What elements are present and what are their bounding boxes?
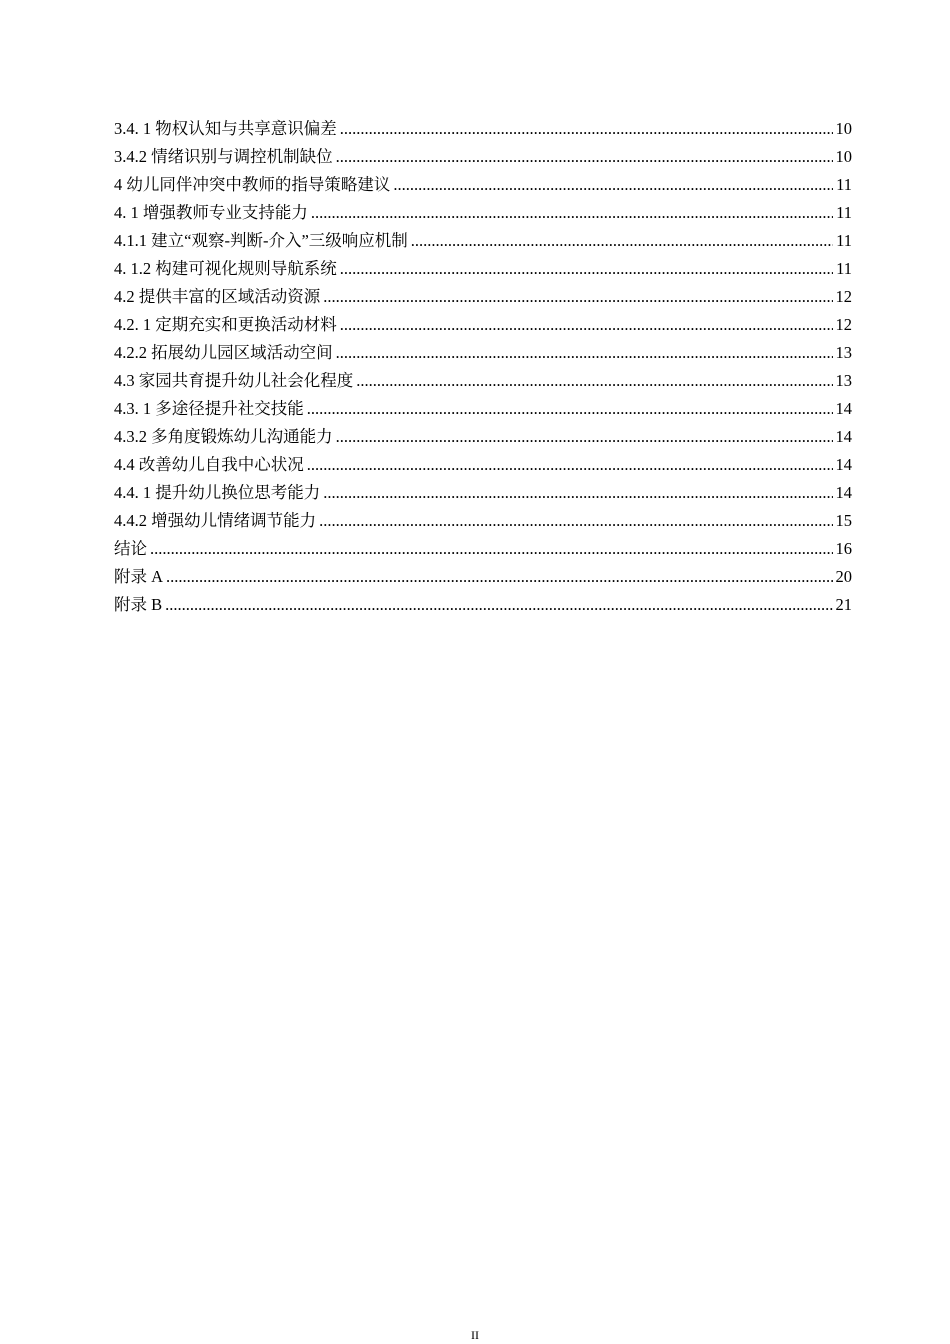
toc-entry-title: 附录 B [114, 595, 163, 614]
toc-entry[interactable] [114, 255, 852, 283]
toc-dot-leader [393, 171, 833, 199]
toc-entry-title: 3.4. 1 物权认知与共享意识偏差 [114, 119, 337, 138]
toc-entry[interactable] [114, 479, 852, 507]
toc-entry[interactable] [114, 563, 852, 591]
toc-entry-page: 14 [835, 483, 852, 502]
toc-entry[interactable] [114, 283, 852, 311]
toc-entry-page: 11 [836, 231, 852, 250]
toc-entry-page: 15 [835, 511, 852, 530]
toc-entry-title: 4.2.2 拓展幼儿园区域活动空间 [114, 343, 333, 362]
toc-dot-leader [336, 423, 833, 451]
toc-entry-page: 14 [835, 399, 852, 418]
toc-dot-leader [319, 507, 832, 535]
toc-dot-leader [356, 367, 832, 395]
toc-entry[interactable] [114, 423, 852, 451]
toc-entry-title: 4.2. 1 定期充实和更换活动材料 [114, 315, 337, 334]
toc-entry-title: 4. 1 增强教师专业支持能力 [114, 203, 308, 222]
toc-entry[interactable] [114, 199, 852, 227]
toc-dot-leader [336, 143, 833, 171]
toc-dot-leader [307, 451, 833, 479]
toc-entry-title: 3.4.2 情绪识别与调控机制缺位 [114, 147, 333, 166]
toc-entry-page: 12 [835, 315, 852, 334]
toc-entry-title: 附录 A [114, 567, 164, 586]
toc-entry[interactable] [114, 535, 852, 563]
toc-entry[interactable] [114, 451, 852, 479]
toc-entry-title: 4. 1.2 构建可视化规则导航系统 [114, 259, 337, 278]
toc-entry-title: 4.4. 1 提升幼儿换位思考能力 [114, 483, 321, 502]
toc-dot-leader [311, 199, 833, 227]
toc-entry-page: 20 [835, 567, 852, 586]
toc-entry[interactable] [114, 311, 852, 339]
toc-entry-page: 16 [835, 539, 852, 558]
toc-dot-leader [336, 339, 833, 367]
toc-entry-title: 4.3. 1 多途径提升社交技能 [114, 399, 304, 418]
toc-entry-title: 4.3 家园共育提升幼儿社会化程度 [114, 371, 354, 390]
toc-entry[interactable] [114, 171, 852, 199]
page-number: II [471, 1328, 479, 1342]
toc-dot-leader [411, 227, 833, 255]
toc-dot-leader [323, 479, 832, 507]
toc-dot-leader [323, 283, 832, 311]
toc-entry-page: 10 [835, 147, 852, 166]
toc-entry-page: 11 [836, 259, 852, 278]
toc-entry-title: 4.1.1 建立“观察-判断-介入”三级响应机制 [114, 231, 408, 250]
table-of-contents [114, 115, 852, 619]
toc-entry-page: 14 [835, 427, 852, 446]
toc-entry-page: 21 [835, 595, 852, 614]
toc-entry-page: 11 [836, 203, 852, 222]
toc-entry[interactable] [114, 395, 852, 423]
toc-entry-page: 11 [836, 175, 852, 194]
toc-entry-title: 结论 [114, 539, 147, 558]
toc-dot-leader [166, 563, 832, 591]
toc-entry[interactable] [114, 227, 852, 255]
toc-entry-title: 4.3.2 多角度锻炼幼儿沟通能力 [114, 427, 333, 446]
toc-entry-page: 12 [835, 287, 852, 306]
toc-dot-leader [307, 395, 833, 423]
toc-entry-title: 4 幼儿同伴冲突中教师的指导策略建议 [114, 175, 391, 194]
toc-entry[interactable] [114, 339, 852, 367]
toc-entry[interactable] [114, 367, 852, 395]
toc-dot-leader [340, 311, 833, 339]
toc-entry-page: 10 [835, 119, 852, 138]
toc-entry[interactable] [114, 143, 852, 171]
toc-entry-page: 14 [835, 455, 852, 474]
toc-entry-title: 4.2 提供丰富的区域活动资源 [114, 287, 321, 306]
toc-entry-title: 4.4.2 增强幼儿情绪调节能力 [114, 511, 317, 530]
toc-entry[interactable] [114, 507, 852, 535]
toc-dot-leader [165, 591, 832, 619]
toc-dot-leader [340, 115, 833, 143]
toc-dot-leader [150, 535, 833, 563]
toc-entry-page: 13 [835, 371, 852, 390]
toc-entry[interactable] [114, 591, 852, 619]
toc-entry-title: 4.4 改善幼儿自我中心状况 [114, 455, 304, 474]
toc-entry-page: 13 [835, 343, 852, 362]
toc-entry[interactable] [114, 115, 852, 143]
toc-dot-leader [340, 255, 833, 283]
